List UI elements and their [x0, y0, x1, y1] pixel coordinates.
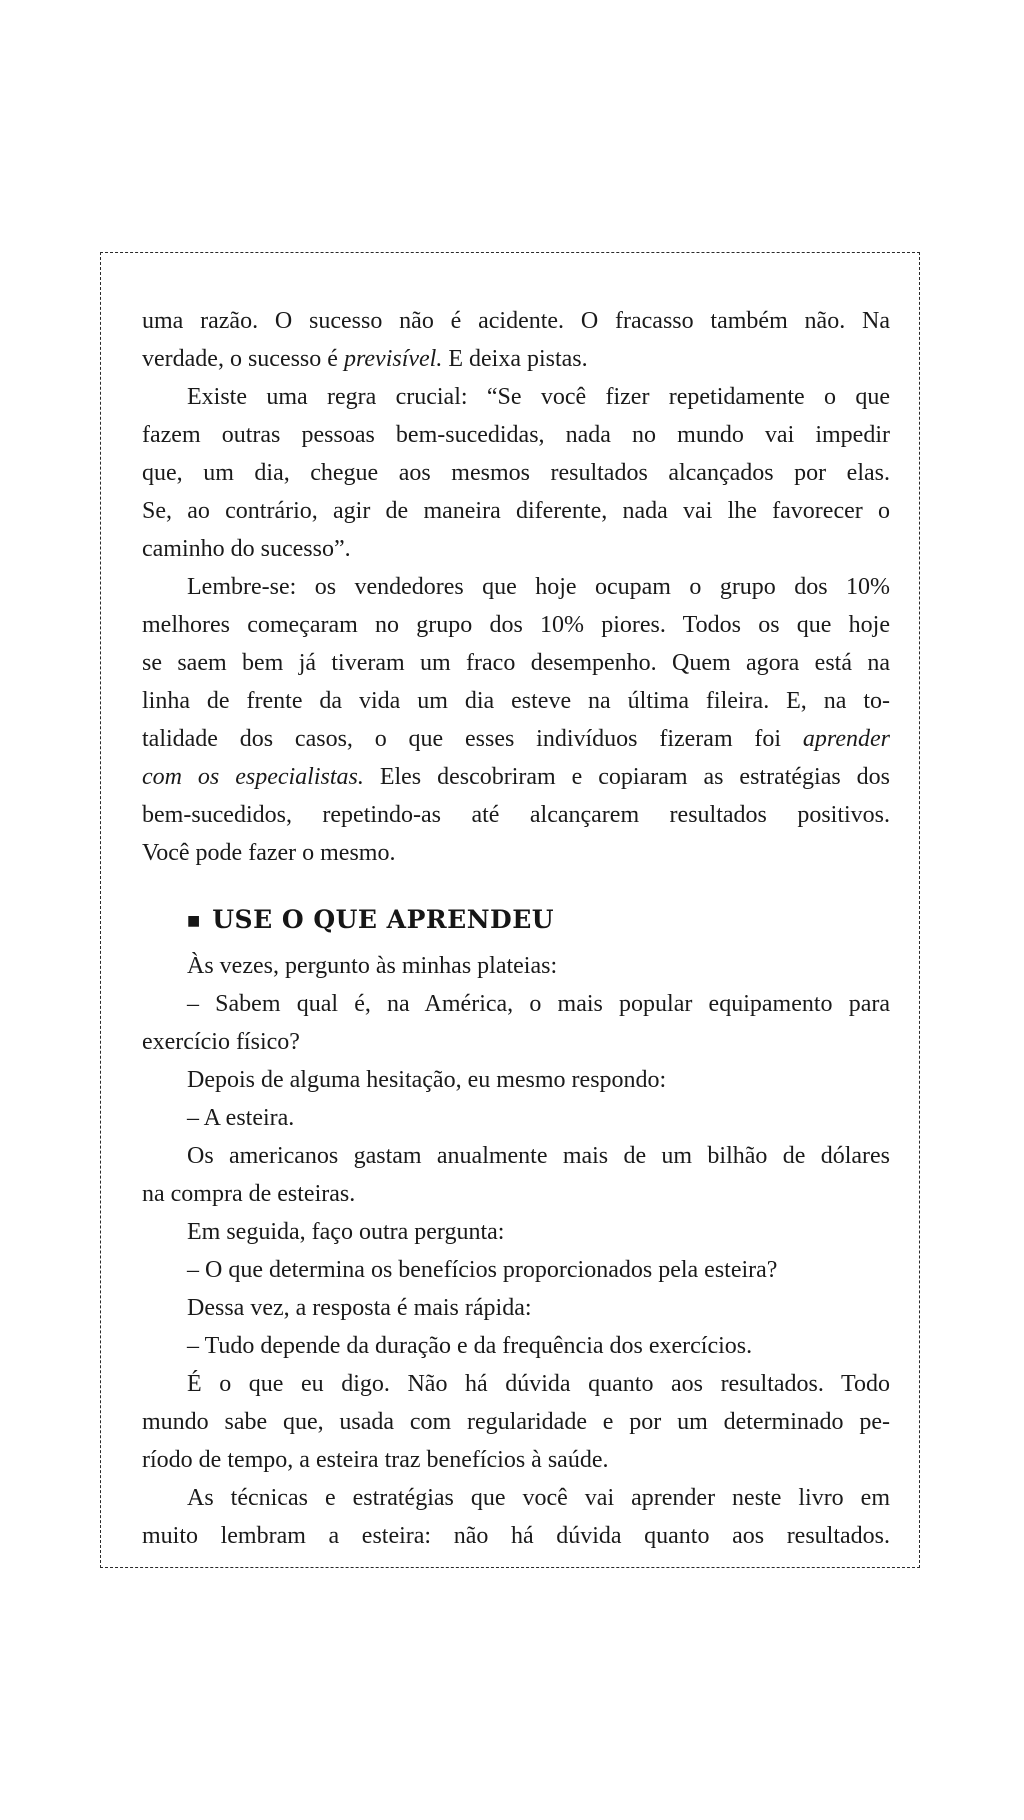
text-line [142, 454, 890, 492]
section-heading-label: USE O QUE APRENDEU [212, 905, 555, 934]
text-segment: – Sabem qual é, na América, o mais popular equipamento para [187, 991, 890, 1017]
text-segment: melhores começaram no grupo dos 10% piores. Todos os que hoje [142, 612, 890, 638]
text-segment: As técnicas e estratégias que você vai aprender neste livro em [187, 1485, 890, 1511]
text-line [142, 947, 890, 985]
text-segment: Em seguida, faço outra pergunta: [187, 1219, 505, 1245]
text-line [142, 1289, 890, 1327]
text-segment: na compra de esteiras. [142, 1181, 356, 1207]
text-line [142, 1403, 890, 1441]
text-line [142, 378, 890, 416]
text-line [142, 1327, 890, 1365]
text-segment: – Tudo depende da duração e da frequência dos exercícios. [187, 1333, 753, 1359]
text-line [142, 1517, 890, 1555]
text-segment: ríodo de tempo, a esteira traz benefícios à saúde. [142, 1447, 609, 1473]
italic-text-segment: previsível. [343, 346, 443, 372]
text-line [142, 1023, 890, 1061]
text-segment: uma razão. O sucesso não é acidente. O fracasso também não. Na [142, 308, 890, 334]
text-line [142, 416, 890, 454]
italic-text-segment: com os especialistas. [142, 764, 364, 790]
text-segment: linha de frente da vida um dia esteve na última fileira. E, na to- [142, 688, 890, 714]
text-segment: verdade, o sucesso é [142, 346, 344, 372]
text-segment: se saem bem já tiveram um fraco desempenho. Quem agora está na [142, 650, 890, 676]
text-line [142, 758, 890, 796]
text-line [142, 302, 890, 340]
text-line [142, 834, 890, 872]
text-segment: Se, ao contrário, agir de maneira diferente, nada vai lhe favorecer o [142, 498, 890, 524]
text-segment: fazem outras pessoas bem-sucedidas, nada no mundo vai impedir [142, 422, 890, 448]
text-segment: Depois de alguma hesitação, eu mesmo respondo: [187, 1067, 667, 1093]
text-segment: mundo sabe que, usada com regularidade e por um determinado pe- [142, 1409, 890, 1435]
text-segment: caminho do sucesso”. [142, 536, 351, 562]
text-line [142, 340, 890, 378]
square-bullet-icon: ■ [187, 913, 201, 929]
text-line [142, 1479, 890, 1517]
text-line [142, 1099, 890, 1137]
text-segment: Os americanos gastam anualmente mais de um bilhão de dólares [187, 1143, 890, 1169]
text-line [142, 1175, 890, 1213]
page-border [100, 252, 920, 1568]
text-segment: Às vezes, pergunto às minhas plateias: [187, 953, 558, 979]
text-segment: exercício físico? [142, 1029, 300, 1055]
text-line [142, 682, 890, 720]
text-line [142, 1251, 890, 1289]
text-line [142, 985, 890, 1023]
text-line [142, 644, 890, 682]
text-segment: muito lembram a esteira: não há dúvida quanto aos resultados. [142, 1523, 890, 1549]
italic-text-segment: aprender [802, 726, 890, 752]
text-segment: Eles descobriram e copiaram as estratégias dos [363, 764, 890, 790]
text-segment: É o que eu digo. Não há dúvida quanto aos resultados. Todo [187, 1371, 890, 1397]
text-segment: Dessa vez, a resposta é mais rápida: [187, 1295, 532, 1321]
text-column [142, 302, 890, 1555]
text-line [142, 1441, 890, 1479]
text-line [142, 530, 890, 568]
text-line [142, 796, 890, 834]
text-line [142, 568, 890, 606]
text-segment: Lembre-se: os vendedores que hoje ocupam o grupo dos 10% [187, 574, 890, 600]
text-line [142, 492, 890, 530]
text-line [142, 1137, 890, 1175]
section-heading [187, 901, 890, 939]
text-line [142, 1061, 890, 1099]
text-segment: E deixa pistas. [442, 346, 588, 372]
text-segment: Você pode fazer o mesmo. [142, 840, 396, 866]
text-segment: que, um dia, chegue aos mesmos resultados alcançados por elas. [142, 460, 890, 486]
text-line [142, 1365, 890, 1403]
text-segment: talidade dos casos, o que esses indivíduos fizeram foi [142, 726, 803, 752]
text-segment: bem-sucedidos, repetindo-as até alcançarem resultados positivos. [142, 802, 890, 828]
text-line [142, 720, 890, 758]
text-line [142, 1213, 890, 1251]
text-line [142, 606, 890, 644]
text-segment: Existe uma regra crucial: “Se você fizer repetidamente o que [187, 384, 890, 410]
text-segment: – A esteira. [187, 1105, 295, 1131]
text-segment: – O que determina os benefícios proporcionados pela esteira? [187, 1257, 778, 1283]
